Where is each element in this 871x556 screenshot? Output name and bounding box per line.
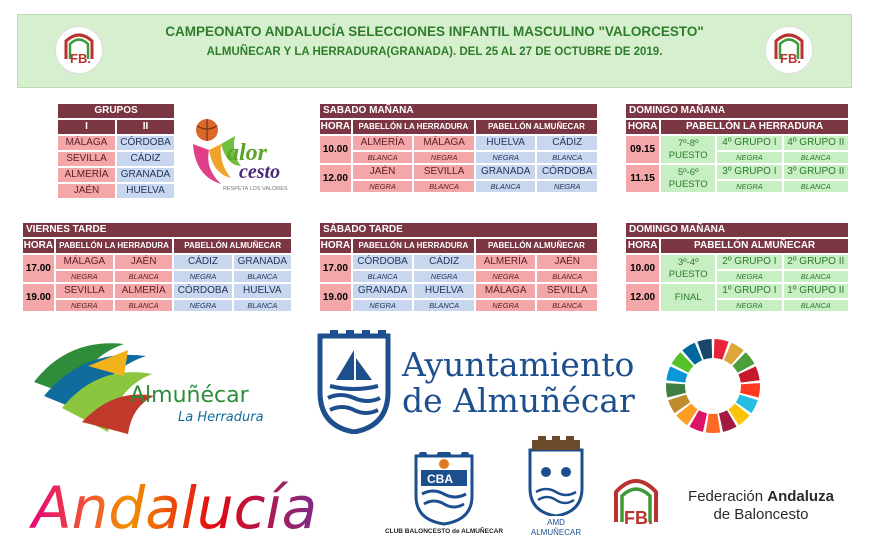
venue-header: PABELLÓN LA HERRADURA [353,120,474,134]
team-cell: 4º GRUPO I [717,136,781,150]
jersey-color: BLANCA [353,271,413,282]
hora-header: HORA [23,240,54,251]
schedule-sabado-tarde [318,221,599,313]
group-team: SEVILLA [58,152,115,166]
svg-text:Almuñécar: Almuñécar [130,383,249,408]
cba-caption: CLUB BALONCESTO de ALMUÑECAR [384,528,504,535]
jersey-color: BLANCA [115,271,172,282]
amd-logo [524,436,588,542]
svg-text:RESPETA LOS VALORES: RESPETA LOS VALORES [223,186,288,192]
match-time: 17.00 [320,255,351,282]
cba-logo [376,452,512,540]
venue-header: PABELLÓN ALMUÑECAR [476,120,597,134]
jersey-color: NEGRA [476,152,536,163]
group-team: HUELVA [117,184,174,198]
group-team: GRANADA [117,168,174,182]
jersey-color: NEGRA [717,152,781,163]
venue-header: PABELLÓN ALMUÑECAR [661,239,848,253]
group-team: CÁDIZ [117,152,174,166]
hora-header: HORA [627,121,658,132]
svg-text:FB.: FB. [70,51,91,66]
jersey-color: NEGRA [476,300,536,311]
jersey-color: BLANCA [537,271,597,282]
team-cell: CÁDIZ [174,255,231,269]
almunecar-herradura-logo [28,336,288,436]
jersey-color: NEGRA [353,181,413,192]
schedule-domingo-manana-2 [624,221,850,313]
sdg-segment [706,414,720,433]
jersey-color: BLANCA [115,300,172,311]
header-banner [17,14,852,88]
svg-text:FB.: FB. [624,508,653,528]
svg-text:alor: alor [227,140,268,166]
team-cell: SEVILLA [414,165,474,179]
team-cell: GRANADA [234,255,291,269]
team-cell: SEVILLA [537,284,597,298]
puesto-cell: 7º-8º PUESTO [661,136,715,163]
team-cell: MÁLAGA [414,136,474,150]
team-cell: ALMERÍA [353,136,413,150]
team-cell: CÁDIZ [537,136,597,150]
schedule-title: DOMINGO MAÑANA [626,104,848,118]
team-cell: 3º GRUPO II [784,165,848,179]
jersey-color: BLANCA [784,152,848,163]
jersey-color: NEGRA [56,300,113,311]
jersey-color: BLANCA [537,152,597,163]
team-cell: HUELVA [234,284,291,298]
svg-text:FB.: FB. [780,51,801,66]
team-cell: 4º GRUPO II [784,136,848,150]
jersey-color: NEGRA [717,181,781,192]
sdg-wheel-logo [663,336,763,436]
team-cell: HUELVA [414,284,474,298]
jersey-color: BLANCA [784,181,848,192]
group-i-header: I [58,120,115,134]
group-team: CÓRDOBA [117,136,174,150]
team-cell: JAÉN [115,255,172,269]
match-time: 17.00 [23,255,54,282]
schedule-title: SÁBADO TARDE [320,223,597,237]
svg-text:cesto: cesto [239,161,281,183]
jersey-color: NEGRA [174,300,231,311]
hora-header: HORA [320,121,351,132]
schedule-viernes-tarde [21,221,293,313]
jersey-color: NEGRA [476,271,536,282]
team-cell: 2º GRUPO II [784,255,848,269]
jersey-color: BLANCA [537,300,597,311]
venue-header: PABELLÓN LA HERRADURA [56,239,173,253]
fab-logo-left [55,26,103,74]
match-time: 12.00 [626,284,659,311]
match-time: 19.00 [320,284,351,311]
page-subtitle: ALMUÑECAR Y LA HERRADURA(GRANADA). DEL 25 AL 27 DE OCTUBRE DE 2019. [206,46,663,58]
match-time: 10.00 [320,136,351,163]
jersey-color: NEGRA [353,300,413,311]
jersey-color: BLANCA [784,271,848,282]
jersey-color: NEGRA [174,271,231,282]
team-cell: JAÉN [537,255,597,269]
jersey-color: BLANCA [234,271,291,282]
team-cell: 1º GRUPO II [784,284,848,298]
match-time: 19.00 [23,284,54,311]
team-cell: CÓRDOBA [353,255,413,269]
team-cell: CÁDIZ [414,255,474,269]
team-cell: ALMERÍA [476,255,536,269]
svg-text:CBA: CBA [427,472,453,486]
jersey-color: BLANCA [234,300,291,311]
page-title: CAMPEONATO ANDALUCÍA SELECCIONES INFANTIL MASCULINO "VALORCESTO" [165,24,704,39]
match-time: 10.00 [626,255,659,282]
jersey-color: BLANCA [476,181,536,192]
jersey-color: BLANCA [414,300,474,311]
team-cell: JAÉN [353,165,413,179]
schedule-sabado-manana [318,102,599,194]
sdg-segment [666,383,686,397]
puesto-cell: 5º-6º PUESTO [661,165,715,192]
team-cell: MÁLAGA [476,284,536,298]
puesto-cell: 3º-4º PUESTO [661,255,715,282]
team-cell: 3º GRUPO I [717,165,781,179]
team-cell: SEVILLA [56,284,113,298]
fab-logo-right [765,26,813,74]
group-team: ALMERÍA [58,168,115,182]
team-cell: CÓRDOBA [174,284,231,298]
match-time: 11.15 [626,165,659,192]
team-cell: ALMERÍA [115,284,172,298]
venue-header: PABELLÓN ALMUÑECAR [476,239,597,253]
jersey-color: BLANCA [353,152,413,163]
jersey-color: NEGRA [537,181,597,192]
team-cell: GRANADA [353,284,413,298]
hora-header: HORA [627,240,658,251]
team-cell: HUELVA [476,136,536,150]
svg-text:Ayuntamiento: Ayuntamiento [402,345,635,384]
venue-header: PABELLÓN ALMUÑECAR [174,239,291,253]
team-cell: GRANADA [476,165,536,179]
andalucia-logo [28,462,358,542]
schedule-title: SABADO MAÑANA [320,104,597,118]
jersey-color: NEGRA [717,271,781,282]
team-cell: 1º GRUPO I [717,284,781,298]
venue-header: PABELLÓN LA HERRADURA [661,120,848,134]
puesto-cell: FINAL [661,284,715,311]
match-time: 12.00 [320,165,351,192]
jersey-color: NEGRA [414,271,474,282]
team-cell: 2º GRUPO I [717,255,781,269]
groups-title: GRUPOS [58,104,174,118]
team-cell: MÁLAGA [56,255,113,269]
valorcesto-logo [183,114,311,194]
schedule-domingo-manana-1 [624,102,850,194]
group-ii-header: II [117,120,174,134]
svg-text:Andalucía: Andalucía [32,474,318,542]
schedule-title: DOMINGO MAÑANA [626,223,848,237]
venue-header: PABELLÓN LA HERRADURA [353,239,474,253]
groups-table [56,102,176,200]
sdg-segment [740,383,760,397]
svg-text:La Herradura: La Herradura [178,410,264,425]
jersey-color: NEGRA [56,271,113,282]
jersey-color: BLANCA [784,300,848,311]
group-team: MÁLAGA [58,136,115,150]
ayuntamiento-logo [316,330,646,434]
team-cell: CÓRDOBA [537,165,597,179]
svg-text:de Almuñécar: de Almuñécar [402,381,635,420]
group-team: JAÉN [58,184,115,198]
schedule-title: VIERNES TARDE [23,223,291,237]
match-time: 09.15 [626,136,659,163]
jersey-color: NEGRA [414,152,474,163]
fab-logo-bottom [606,470,666,530]
hora-header: HORA [320,240,351,251]
amd-caption: AMD ALMUÑECAR [530,518,582,537]
jersey-color: NEGRA [717,300,781,311]
jersey-color: BLANCA [414,181,474,192]
fab-name: Federación Andaluza de Baloncesto [688,488,834,523]
